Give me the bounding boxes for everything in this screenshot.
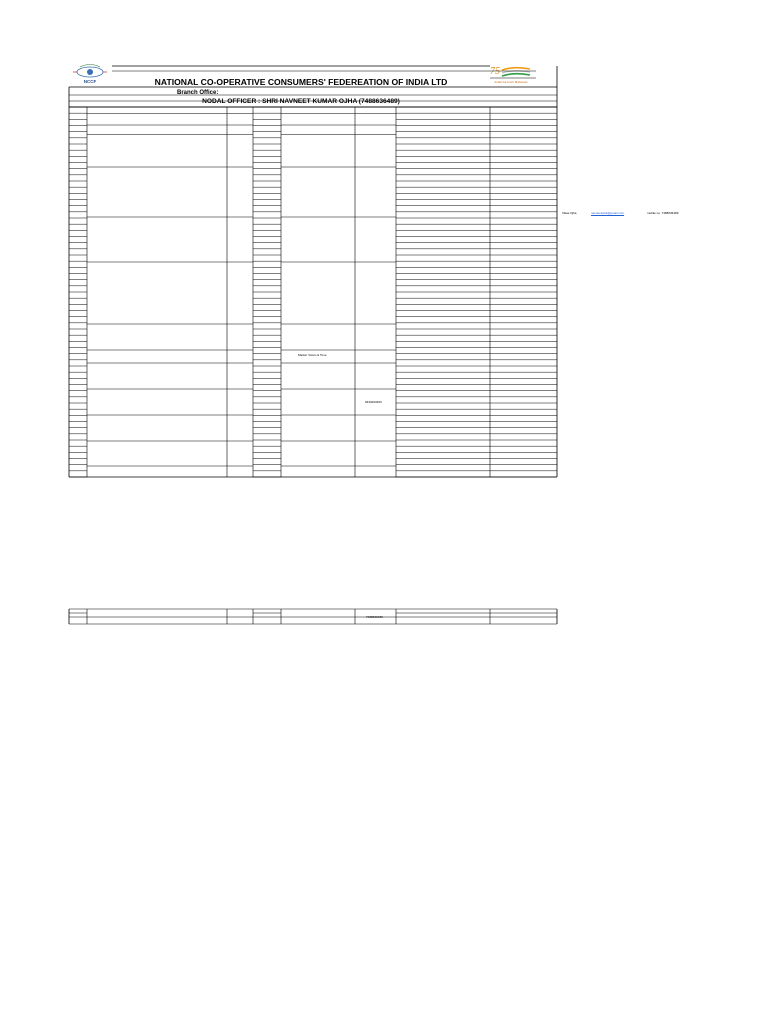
amrit-logo-text: Azadi Ka Amrit Mahotsav: [494, 80, 528, 84]
bottom-table-cell: 7488636489: [366, 614, 383, 619]
document-title: NATIONAL CO-OPERATIVE CONSUMERS' FEDEREATION OF INDIA LTD: [154, 77, 448, 87]
nccf-logo-text: NCCF: [83, 79, 97, 84]
table-cell-number: 9430203493: [365, 399, 382, 404]
svg-text:75: 75: [490, 66, 500, 77]
table-cell-market: Market Yotam & Time: [298, 352, 327, 357]
nodal-officer-line: NODAL OFFICER : SHRI NAVNEET KUMAR OJHA (7488636489): [202, 97, 400, 105]
side-note-name: Vikas Ojha: [562, 211, 577, 215]
branch-office-label: Branch Office:: [177, 89, 219, 96]
side-note-extra: mobile no. 7488636489: [647, 211, 679, 215]
side-note-email-link[interactable]: navneetojha@gmail.com: [591, 211, 625, 215]
